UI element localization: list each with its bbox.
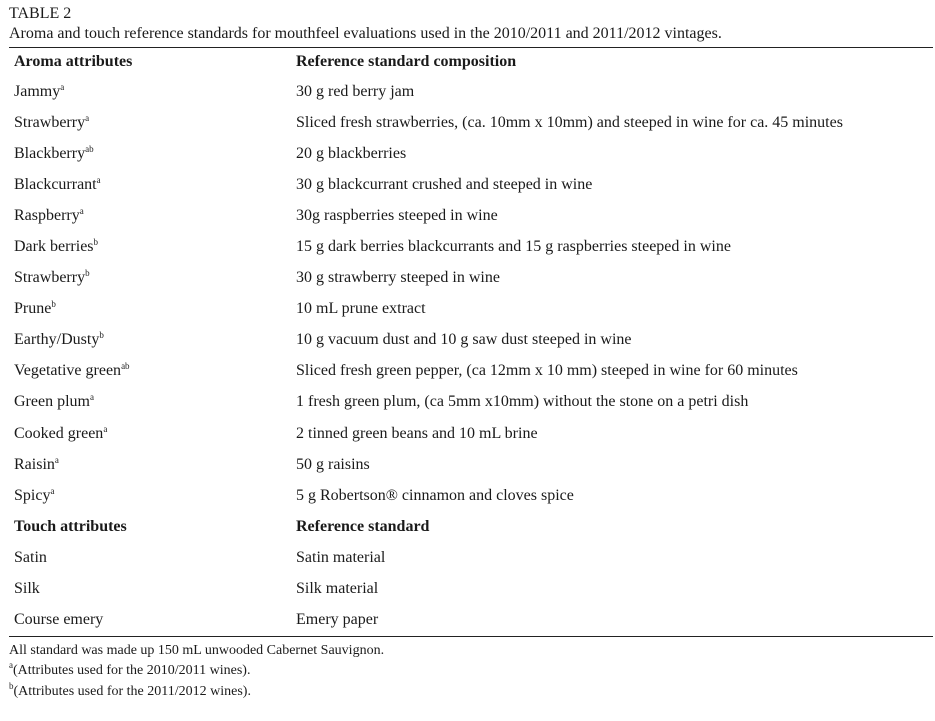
attribute-name: Strawberry [14,269,86,287]
standard-cell: 5 g Robertson® cinnamon and cloves spice [296,486,574,504]
touch-header-col1: Touch attributes [14,517,127,535]
note-general: All standard was made up 150 mL unwooded Cabernet Sauvignon. [9,642,385,658]
attribute-footnote-mark: b [99,330,104,341]
aroma-row [9,480,933,511]
attribute-cell [9,356,296,387]
touch-row [9,574,933,605]
attribute-cell [9,200,296,231]
attribute-cell [9,76,296,107]
attribute-footnote-mark: b [93,237,99,248]
standard-cell: Satin material [296,548,386,566]
attribute-name: Blackberry [14,144,86,162]
aroma-row [9,76,933,107]
attribute-name: Silk [14,580,40,598]
attribute-name: Course emery [14,611,104,629]
standard-cell: 20 g blackberries [296,144,407,162]
aroma-row [9,169,933,200]
attribute-cell [9,107,296,138]
attribute-footnote-mark: b [85,268,90,279]
aroma-header-col1: Aroma attributes [14,53,133,70]
table-notes [9,641,934,703]
standard-cell: 10 mL prune extract [296,300,426,318]
attribute-cell [9,387,296,418]
aroma-row [9,138,933,169]
attribute-footnote-mark: a [103,423,108,434]
attribute-footnote-mark: a [85,112,90,123]
table-caption: Aroma and touch reference standards for mouthfeel evaluations used in the 2010/2011 and 2011/2012 vintages. [9,25,722,42]
attribute-footnote-mark: a [96,174,101,185]
table-figure [9,4,934,702]
attribute-cell [9,231,296,262]
aroma-row [9,449,933,480]
aroma-row [9,200,933,231]
attribute-footnote-mark: a [50,485,55,496]
attribute-cell [9,325,296,356]
attribute-name: Raisin [14,455,55,473]
attribute-cell [9,449,296,480]
attribute-name: Cooked green [14,424,104,442]
aroma-row [9,325,933,356]
standard-cell: 30g raspberries steeped in wine [296,206,498,224]
attribute-footnote-mark: a [54,454,59,465]
footnote-b-mark: b [9,680,14,691]
attribute-name: Blackcurrant [14,175,97,193]
attribute-footnote-mark: ab [121,361,130,372]
attribute-name: Prune [14,300,52,318]
standard-cell: 10 g vacuum dust and 10 g saw dust steeped in wine [296,331,632,349]
footnote-a-text: (Attributes used for the 2010/2011 wines). [13,663,251,679]
attribute-footnote-mark: a [79,205,84,216]
attribute-name: Vegetative green [14,362,122,380]
attribute-cell [9,605,296,636]
attribute-name: Raspberry [14,206,80,224]
standard-cell: Emery paper [296,611,379,629]
footnote-a [9,661,934,682]
aroma-row [9,356,933,387]
touch-header-col2: Reference standard [296,517,430,535]
attribute-cell [9,418,296,449]
standard-cell: 15 g dark berries blackcurrants and 15 g raspberries steeped in wine [296,238,731,256]
aroma-row [9,418,933,449]
aroma-row [9,107,933,138]
table-bottom-rule [9,636,933,637]
attribute-name: Jammy [14,82,61,100]
attribute-name: Satin [14,548,47,566]
touch-header-row [9,511,933,542]
standard-cell: 30 g red berry jam [296,82,415,100]
attribute-cell [9,294,296,325]
footnote-a-mark: a [9,660,13,671]
table-body [9,48,933,636]
standard-cell: 30 g blackcurrant crushed and steeped in wine [296,175,593,193]
standard-cell: Sliced fresh green pepper, (ca 12mm x 10 mm) steeped in wine for 60 minutes [296,362,798,380]
standard-cell: 1 fresh green plum, (ca 5mm x10mm) without the stone on a petri dish [296,393,749,411]
attribute-name: Green plum [14,393,90,411]
attribute-name: Dark berries [14,238,94,256]
aroma-header-col2: Reference standard composition [296,53,517,70]
attribute-cell [9,574,296,605]
standard-cell: 2 tinned green beans and 10 mL brine [296,424,538,442]
attribute-cell [9,480,296,511]
table-label: TABLE 2 [9,5,72,22]
standard-cell: 30 g strawberry steeped in wine [296,269,500,287]
aroma-header-row [9,48,933,76]
aroma-row [9,387,933,418]
attribute-cell [9,263,296,294]
attribute-name: Strawberry [14,113,86,131]
attribute-footnote-mark: a [60,81,65,92]
attribute-cell [9,138,296,169]
attribute-name: Earthy/Dusty [14,331,100,349]
footnote-b [9,682,934,703]
attribute-cell [9,542,296,573]
attribute-footnote-mark: ab [85,143,94,154]
aroma-row [9,263,933,294]
touch-row [9,542,933,573]
reference-standards-table [9,48,933,636]
attribute-footnote-mark: b [51,299,56,310]
aroma-row [9,294,933,325]
touch-row [9,605,933,636]
standard-cell: Sliced fresh strawberries, (ca. 10mm x 10mm) and steeped in wine for ca. 45 minutes [296,113,843,131]
aroma-row [9,231,933,262]
attribute-name: Spicy [14,486,51,504]
standard-cell: Silk material [296,580,379,598]
attribute-cell [9,169,296,200]
footnote-b-text: (Attributes used for the 2011/2012 wines). [13,683,251,699]
attribute-footnote-mark: a [89,392,94,403]
standard-cell: 50 g raisins [296,455,370,473]
